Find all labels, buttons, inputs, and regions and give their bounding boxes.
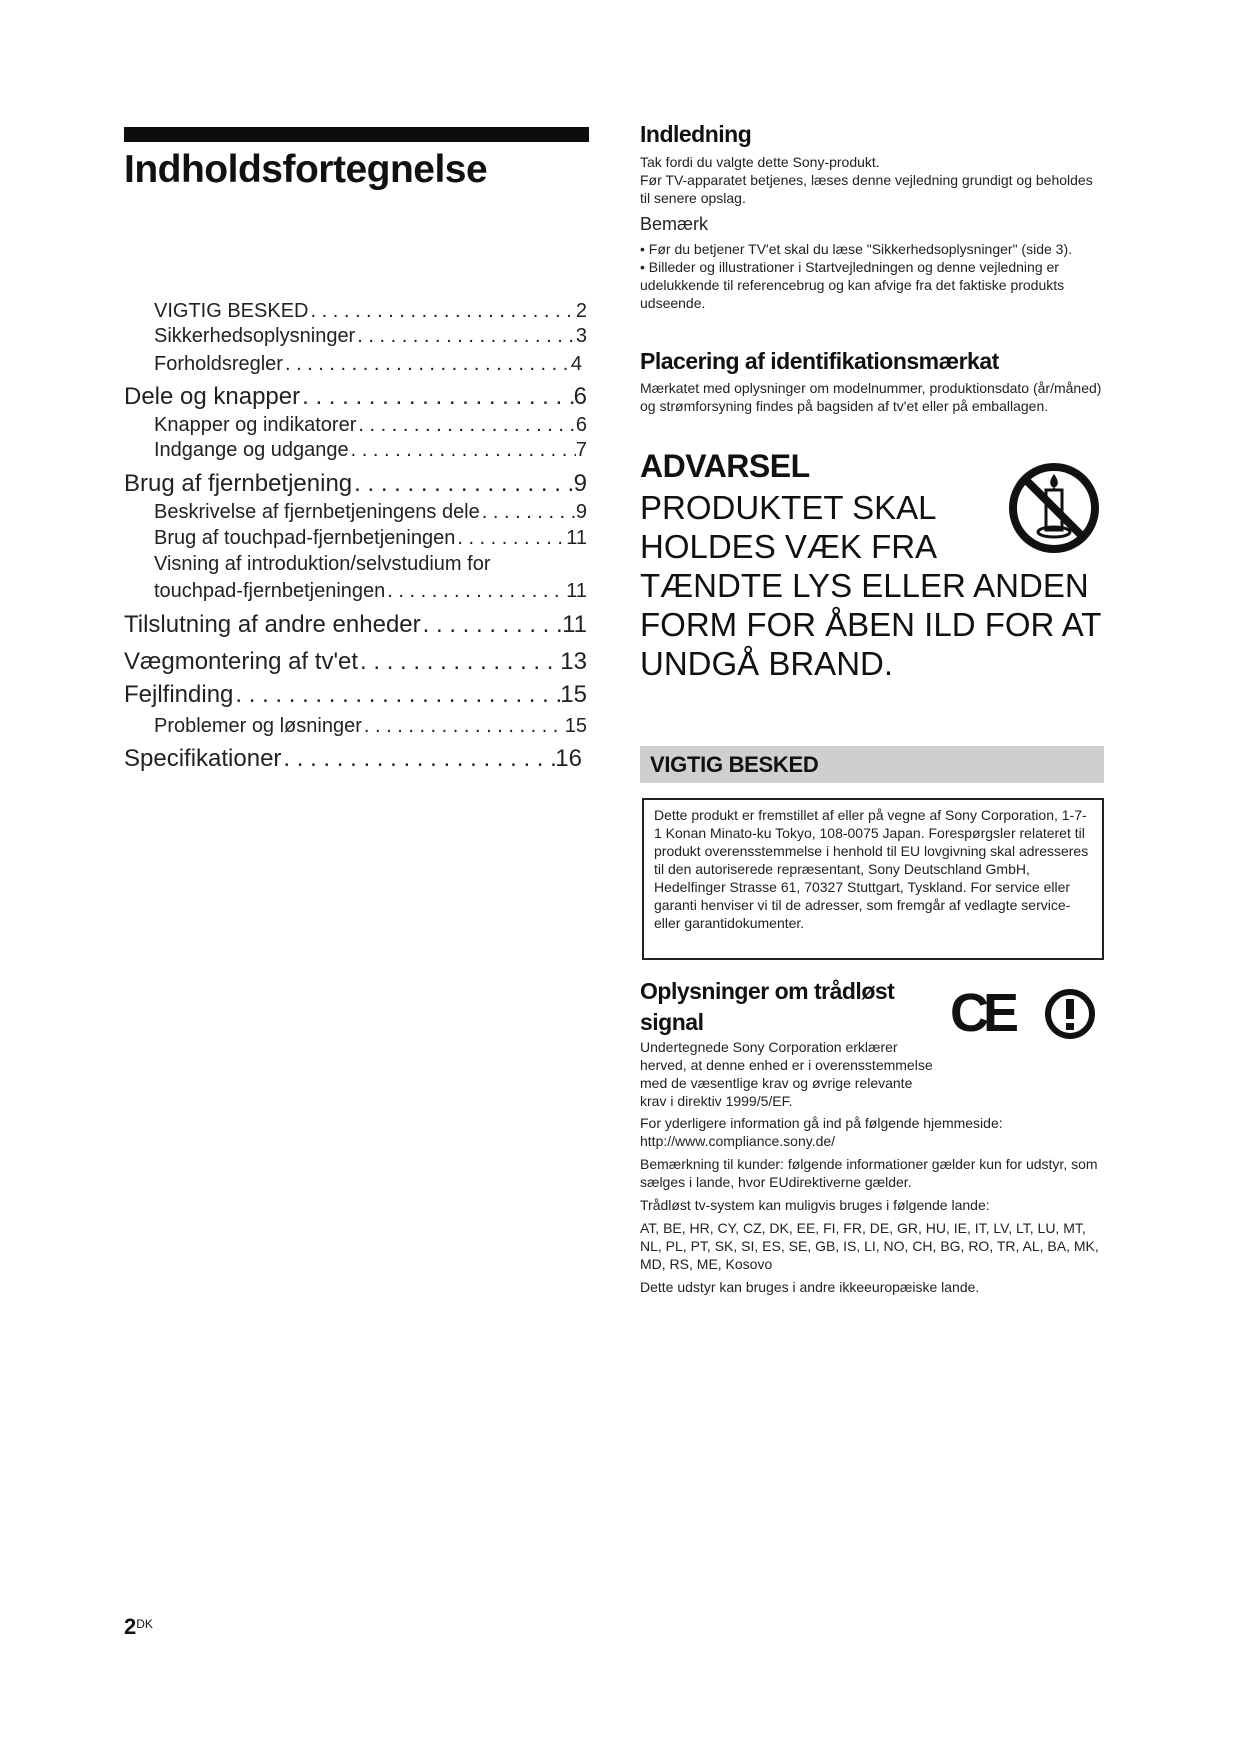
toc-entry[interactable]: Problemer og løsninger . . . 15: [154, 715, 587, 738]
toc-entry[interactable]: Brug af fjernbetjening . . . 9: [124, 470, 587, 498]
toc-entry-line1[interactable]: Visning af introduktion/selvstudium for: [154, 553, 491, 575]
ce-mark: CE: [950, 983, 1014, 1043]
toc-entry[interactable]: Specifikationer . . . 16: [124, 745, 582, 773]
page-number: $2^{DK}$: [124, 1614, 153, 1639]
advarsel-text: PRODUKTET SKAL HOLDES VÆK FRA TÆNDTE LYS ELLER ANDEN FORM FOR ÅBEN ILD FOR AT UNDGÅ BRAND.: [640, 489, 1102, 682]
placering-text: Mærkatet med oplysninger om modelnummer, produktionsdato (år/måned) og strømforsyning findes på bagsiden af tv'et eller på emballagen.: [640, 380, 1102, 414]
placering-heading: Placering af identifikationsmærkat: [640, 348, 999, 374]
toc-entry[interactable]: Sikkerhedsoplysninger . . . 3: [154, 325, 587, 348]
toc-entry[interactable]: Tilslutning af andre enheder . . . 11: [124, 611, 587, 639]
toc-entry[interactable]: Knapper og indikatorer . . . 6: [154, 414, 587, 437]
toc-entry[interactable]: VIGTIG BESKED . . . 2: [154, 300, 587, 323]
traadloest-heading: Oplysninger om trådløst signal: [640, 978, 895, 1035]
toc-entry[interactable]: Beskrivelse af fjernbetjeningens dele . . . 9: [154, 501, 587, 524]
note-heading: Bemærk: [640, 214, 709, 234]
toc-title-bar: [124, 127, 589, 142]
indledning-text: Tak fordi du valgte dette Sony-produkt. Før TV-apparatet betjenes, læses denne vejledning grundigt og beholdes til senere opslag.: [640, 154, 1093, 206]
note-list: • Før du betjener TV'et skal du læse "Sikkerhedsoplysninger" (side 3). • Billeder og illustrationer i Startvejledningen og denne vejledning er udelukkende til referencebrug og kan afvige fra det faktiske produkts udseende.: [640, 241, 1073, 311]
toc-entry[interactable]: Forholdsregler . . . 4: [154, 353, 582, 376]
toc-entry[interactable]: touchpad-fjernbetjeningen . . . 11: [154, 580, 587, 603]
advarsel-heading: ADVARSEL: [640, 448, 810, 484]
traadloest-body: Undertegnede Sony Corporation erklærer herved, at denne enhed er i overensstemmelse med de væsentlige krav og øvrige relevante krav i direktiv 1999/5/EF. For yderligere information gå ind på følgende hjemmeside: http://www.compliance.sony.de/ Bemærkning til kunder: følgende informationer gælder kun for udstyr, som sælges i lande, hvor EUdirektiverne gælder. Trådløst tv-system kan muligvis bruges i følgende lande: AT, BE, HR, CY, CZ, DK, EE, FI, FR, DE, GR, HU, IE, IT, LV, LT, LU, MT, NL, PL, PT, SK, SI, ES, SE, GB, IS, LI, NO, CH, BG, RO, TR, AL, BA, MK, MD, RS, ME, Kosovo Dette udstyr kan bruges i andre ikkeeuropæiske lande.: [640, 1039, 1099, 1295]
toc-entry[interactable]: Indgange og udgange . . . 7: [154, 439, 587, 462]
indledning-heading: Indledning: [640, 121, 752, 147]
toc-entry[interactable]: Vægmontering af tv'et . . . 13: [124, 648, 587, 676]
toc-entry[interactable]: Brug af touchpad-fjernbetjeningen . . . 11: [154, 527, 587, 550]
alert-class-2-icon: [1044, 988, 1096, 1040]
toc-entry[interactable]: Fejlfinding . . . 15: [124, 681, 587, 709]
vigtig-besked-box: Dette produkt er fremstillet af eller på vegne af Sony Corporation, 1-7-1 Konan Minato-ku Tokyo, 108-0075 Japan. Forespørgsler relateret til produkt overensstemmelse i henhold til EU lovgivning skal adresseres til den autoriserede repræsentant, Sony Deutschland GmbH, Hedelfinger Strasse 61, 70327 Stuttgart, Tyskland. For service eller garanti henviser vi til de adresser, som fremgår af vedlagte service- eller garantidokumenter.: [642, 798, 1104, 960]
no-open-flame-icon: [1006, 460, 1102, 556]
toc-entry[interactable]: Dele og knapper . . . 6: [124, 383, 587, 411]
vigtig-besked-heading: VIGTIG BESKED: [650, 752, 819, 777]
toc-title: Indholdsfortegnelse: [124, 148, 488, 191]
